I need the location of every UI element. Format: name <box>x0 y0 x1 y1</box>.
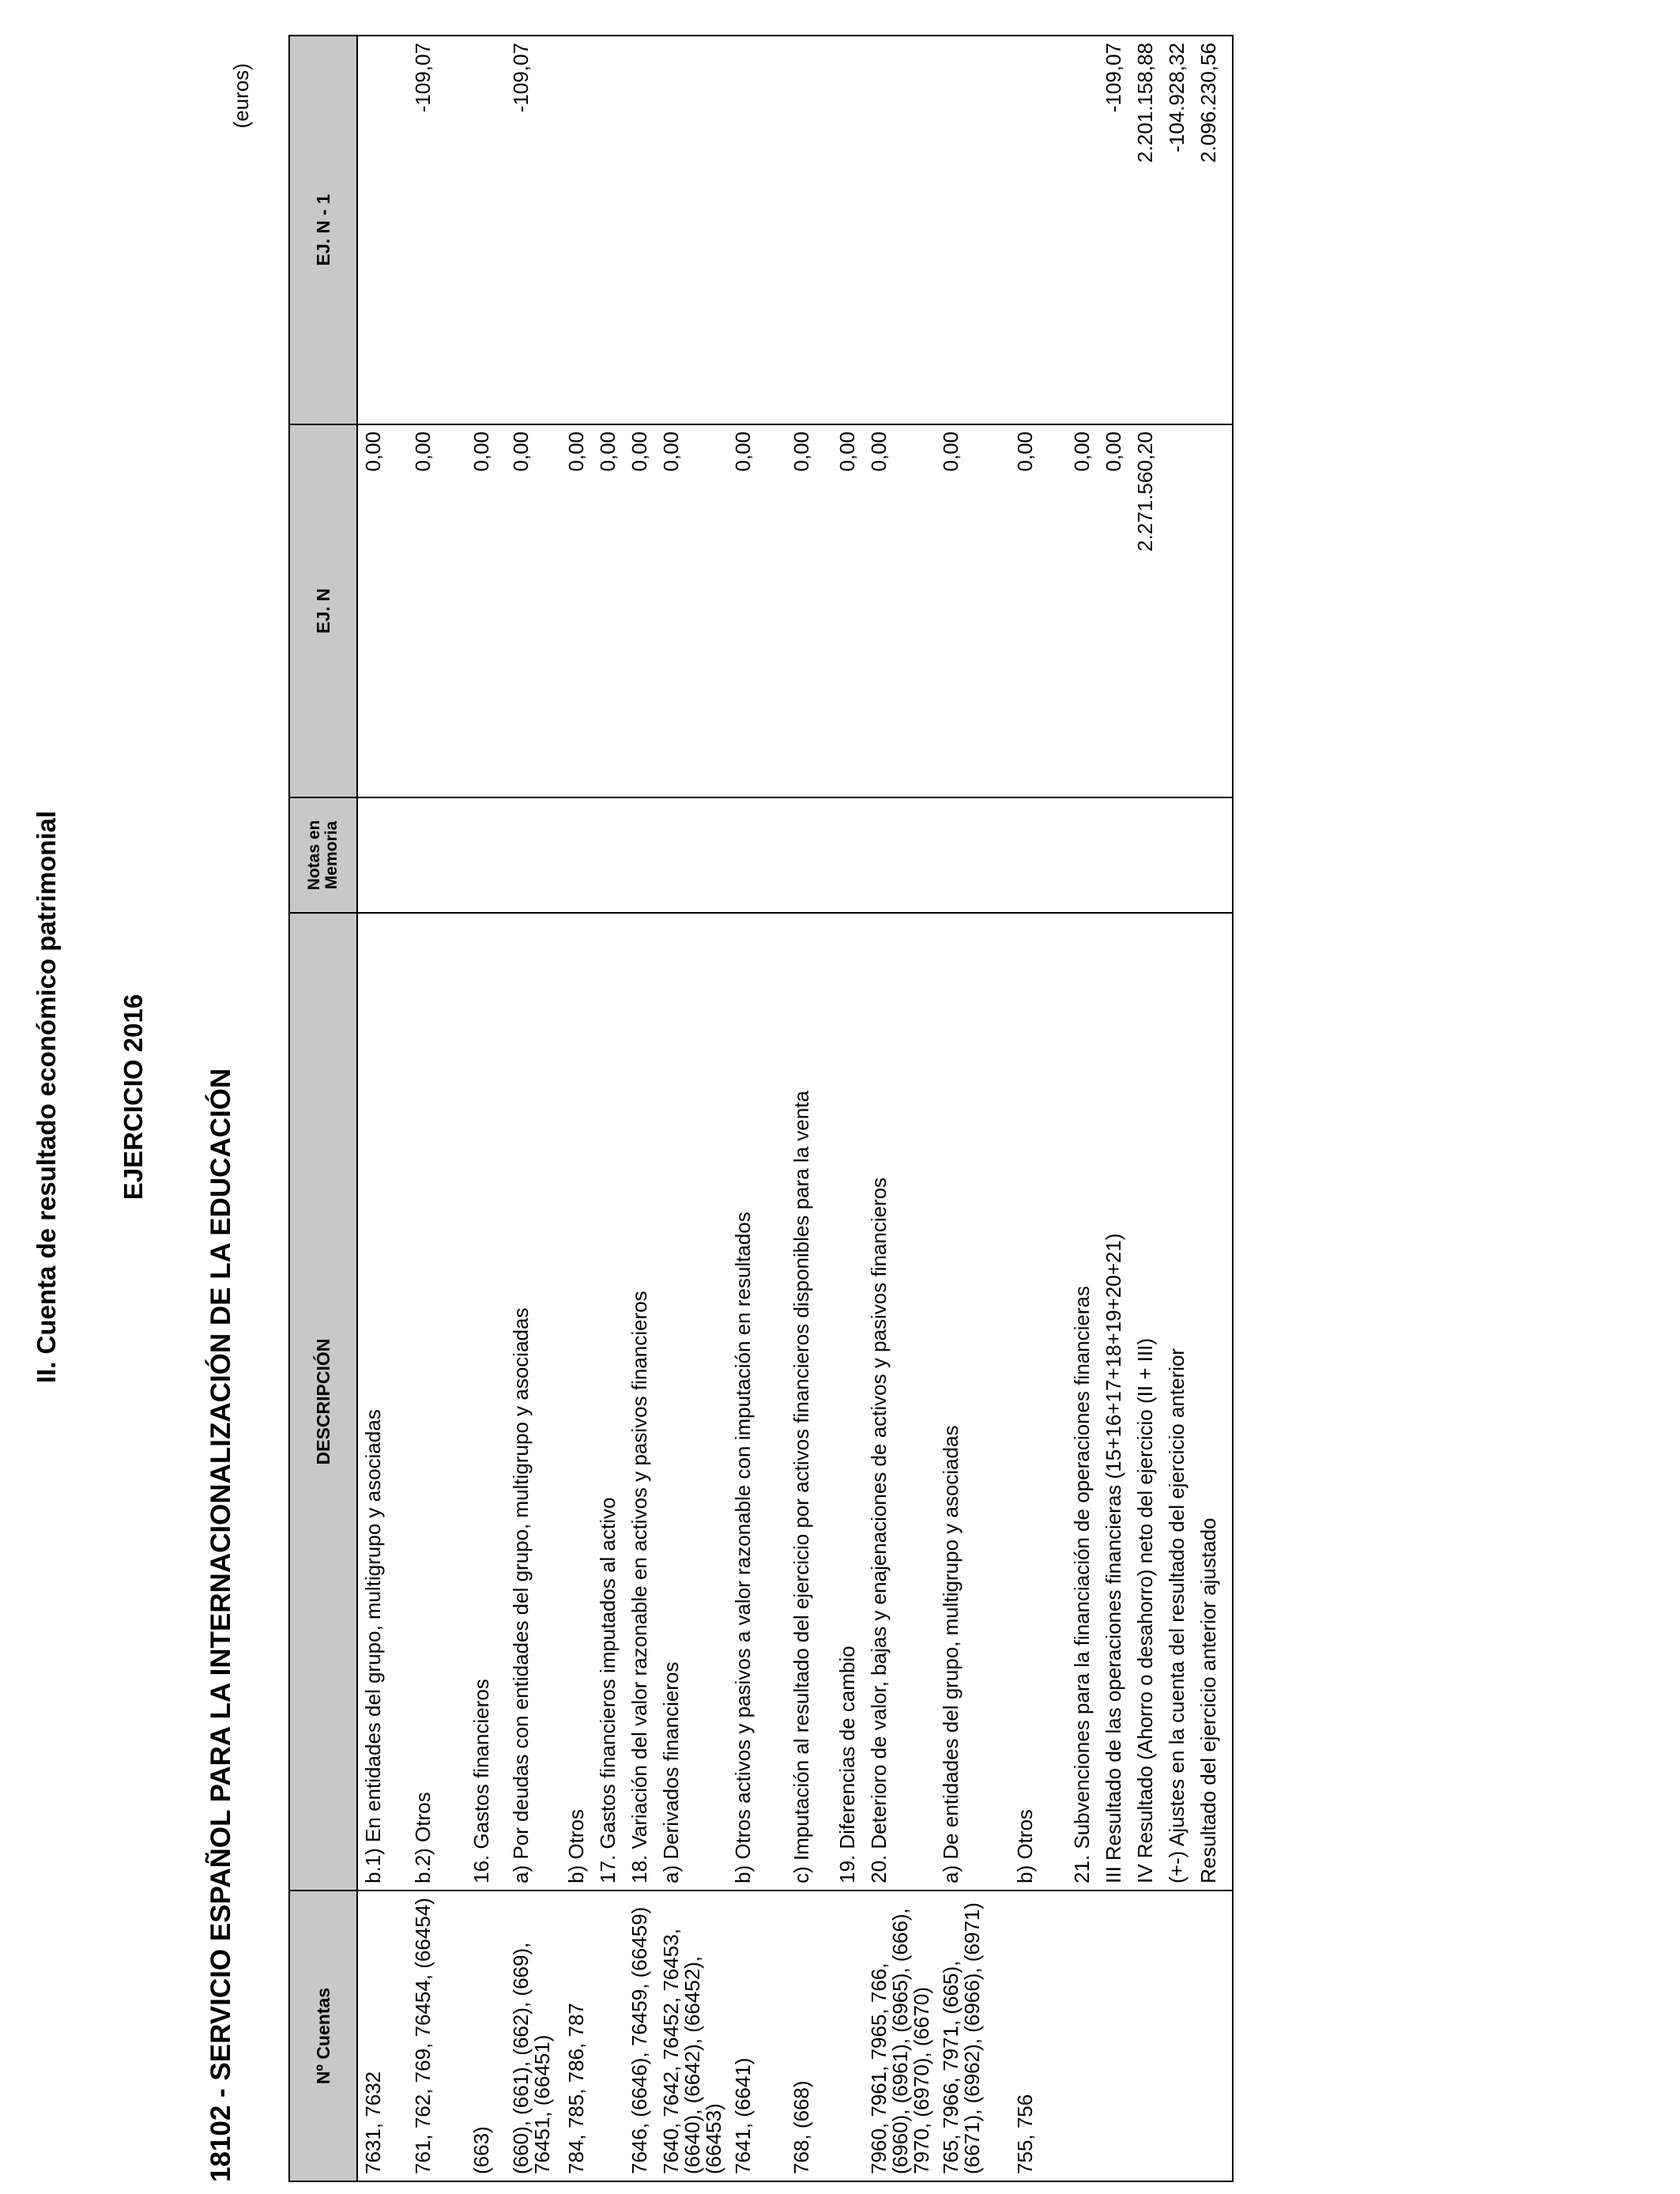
cell-descripcion: c) Imputación al resultado del ejercicio por activos financieros disponibles para la venta <box>786 913 832 1891</box>
table-row <box>357 36 408 2181</box>
table-row <box>786 36 832 2181</box>
table-row <box>1098 36 1130 2181</box>
cell-descripcion: a) Derivados financieros <box>656 913 728 1891</box>
cell-cuentas <box>1130 1891 1162 2181</box>
cell-notas <box>506 797 561 913</box>
cell-ej-n1 <box>832 36 864 424</box>
cell-notas <box>786 797 832 913</box>
cell-cuentas: 761, 762, 769, 76454, (66454) <box>408 1891 466 2181</box>
cell-cuentas: 7631, 7632 <box>357 1891 408 2181</box>
cell-cuentas: 7646, (6646), 76459, (66459) <box>624 1891 656 2181</box>
cell-descripcion: (+-) Ajustes en la cuenta del resultado del ejercicio anterior <box>1162 913 1193 1891</box>
report-year: EJERCICIO 2016 <box>119 993 148 1201</box>
cell-ej-n1 <box>728 36 786 424</box>
report-title: II. Cuenta de resultado económico patrimonial <box>32 810 61 1384</box>
table-row <box>408 36 466 2181</box>
cell-notas <box>1067 797 1098 913</box>
cell-ej-n: 0,00 <box>561 424 593 797</box>
header-cuentas: Nº Cuentas <box>289 1891 357 2181</box>
cell-ej-n1 <box>936 36 1010 424</box>
cell-ej-n1 <box>864 36 936 424</box>
cell-notas <box>1098 797 1130 913</box>
cell-ej-n1 <box>357 36 408 424</box>
cell-notas <box>936 797 1010 913</box>
cell-cuentas: (660), (661), (662), (669), 76451, (66451) <box>506 1891 561 2181</box>
cell-ej-n1: -104.928,32 <box>1162 36 1193 424</box>
cell-descripcion: Resultado del ejercicio anterior ajustado <box>1193 913 1233 1891</box>
cell-notas <box>1162 797 1193 913</box>
cell-cuentas <box>593 1891 624 2181</box>
cell-ej-n: 0,00 <box>506 424 561 797</box>
table-row <box>593 36 624 2181</box>
cell-ej-n1 <box>1010 36 1067 424</box>
cell-notas <box>1130 797 1162 913</box>
table-header-row <box>289 36 357 2181</box>
table-row <box>1193 36 1233 2181</box>
cell-cuentas <box>1193 1891 1233 2181</box>
cell-ej-n1 <box>466 36 506 424</box>
table-row <box>728 36 786 2181</box>
cell-notas <box>864 797 936 913</box>
table-row <box>506 36 561 2181</box>
currency-unit: (euros) <box>229 63 253 129</box>
cell-cuentas: 765, 7966, 7971, (665), (6671), (6962), (6966), (6971) <box>936 1891 1010 2181</box>
cell-ej-n: 0,00 <box>593 424 624 797</box>
cell-ej-n: 0,00 <box>656 424 728 797</box>
cell-descripcion: b) Otros <box>561 913 593 1891</box>
table-row <box>624 36 656 2181</box>
table-row <box>1162 36 1193 2181</box>
table-row <box>561 36 593 2181</box>
cell-ej-n <box>1162 424 1193 797</box>
table-row <box>1067 36 1098 2181</box>
cell-descripcion: 21. Subvenciones para la financiación de operaciones financieras <box>1067 913 1098 1891</box>
table-row <box>466 36 506 2181</box>
cell-ej-n: 0,00 <box>1067 424 1098 797</box>
cell-cuentas <box>832 1891 864 2181</box>
cell-ej-n: 0,00 <box>466 424 506 797</box>
cell-ej-n: 0,00 <box>408 424 466 797</box>
cell-notas <box>593 797 624 913</box>
cell-cuentas: 768, (668) <box>786 1891 832 2181</box>
cell-cuentas: (663) <box>466 1891 506 2181</box>
cell-descripcion: III Resultado de las operaciones financieras (15+16+17+18+19+20+21) <box>1098 913 1130 1891</box>
cell-ej-n1 <box>1067 36 1098 424</box>
cell-notas <box>656 797 728 913</box>
cell-descripcion: a) De entidades del grupo, multigrupo y asociadas <box>936 913 1010 1891</box>
cell-ej-n: 0,00 <box>864 424 936 797</box>
cell-descripcion: a) Por deudas con entidades del grupo, multigrupo y asociadas <box>506 913 561 1891</box>
table-row <box>656 36 728 2181</box>
cell-descripcion: b.2) Otros <box>408 913 466 1891</box>
cell-cuentas: 7641, (6641) <box>728 1891 786 2181</box>
header-ej-n1: EJ. N - 1 <box>289 36 357 424</box>
cell-ej-n1: -109,07 <box>408 36 466 424</box>
cell-ej-n1: -109,07 <box>506 36 561 424</box>
table-row <box>1010 36 1067 2181</box>
cell-ej-n1 <box>656 36 728 424</box>
cell-ej-n: 0,00 <box>357 424 408 797</box>
header-ej-n: EJ. N <box>289 424 357 797</box>
cell-ej-n: 0,00 <box>832 424 864 797</box>
header-notas: Notas en Memoria <box>289 797 357 913</box>
cell-descripcion: 18. Variación del valor razonable en activos y pasivos financieros <box>624 913 656 1891</box>
cell-ej-n1: 2.096.230,56 <box>1193 36 1233 424</box>
cell-cuentas: 7640, 7642, 76452, 76453, (6640), (6642), (66452), (66453) <box>656 1891 728 2181</box>
cell-descripcion: IV Resultado (Ahorro o desahorro) neto del ejercicio (II + III) <box>1130 913 1162 1891</box>
cell-ej-n: 0,00 <box>786 424 832 797</box>
cell-ej-n: 0,00 <box>1010 424 1067 797</box>
cell-descripcion: 20. Deterioro de valor, bajas y enajenaciones de activos y pasivos financieros <box>864 913 936 1891</box>
cell-notas <box>624 797 656 913</box>
cell-descripcion: b) Otros activos y pasivos a valor razonable con imputación en resultados <box>728 913 786 1891</box>
cell-cuentas: 784, 785, 786, 787 <box>561 1891 593 2181</box>
cell-notas <box>561 797 593 913</box>
table-row <box>832 36 864 2181</box>
cell-descripcion: 16. Gastos financieros <box>466 913 506 1891</box>
table-row <box>936 36 1010 2181</box>
cell-notas <box>357 797 408 913</box>
cell-descripcion: b) Otros <box>1010 913 1067 1891</box>
cell-notas <box>466 797 506 913</box>
cell-ej-n1: 2.201.158,88 <box>1130 36 1162 424</box>
cell-ej-n: 0,00 <box>624 424 656 797</box>
cell-descripcion: 17. Gastos financieros imputados al activo <box>593 913 624 1891</box>
cell-notas <box>1010 797 1067 913</box>
cell-cuentas: 755, 756 <box>1010 1891 1067 2181</box>
cell-cuentas <box>1067 1891 1098 2181</box>
cell-ej-n: 0,00 <box>728 424 786 797</box>
table-row <box>864 36 936 2181</box>
header-descripcion: DESCRIPCIÓN <box>289 913 357 1891</box>
income-statement-table <box>288 35 1234 2182</box>
cell-ej-n: 0,00 <box>936 424 1010 797</box>
cell-ej-n1: -109,07 <box>1098 36 1130 424</box>
cell-notas <box>832 797 864 913</box>
cell-notas <box>408 797 466 913</box>
cell-cuentas: 7960, 7961, 7965, 766, (6960), (6961), (6965), (666), 7970, (6970), (6670) <box>864 1891 936 2181</box>
table-body <box>357 36 1233 2181</box>
cell-ej-n1 <box>593 36 624 424</box>
cell-ej-n: 0,00 <box>1098 424 1130 797</box>
cell-descripcion: b.1) En entidades del grupo, multigrupo y asociadas <box>357 913 408 1891</box>
cell-cuentas <box>1162 1891 1193 2181</box>
cell-ej-n: 2.271.560,20 <box>1130 424 1162 797</box>
cell-cuentas <box>1098 1891 1130 2181</box>
cell-ej-n <box>1193 424 1233 797</box>
table-row <box>1130 36 1162 2181</box>
cell-notas <box>1193 797 1233 913</box>
cell-ej-n1 <box>561 36 593 424</box>
cell-notas <box>728 797 786 913</box>
cell-ej-n1 <box>624 36 656 424</box>
organization-heading: 18102 - SERVICIO ESPAÑOL PARA LA INTERNACIONALIZACIÓN DE LA EDUCACIÓN <box>205 1068 236 2182</box>
cell-ej-n1 <box>786 36 832 424</box>
cell-descripcion: 19. Diferencias de cambio <box>832 913 864 1891</box>
